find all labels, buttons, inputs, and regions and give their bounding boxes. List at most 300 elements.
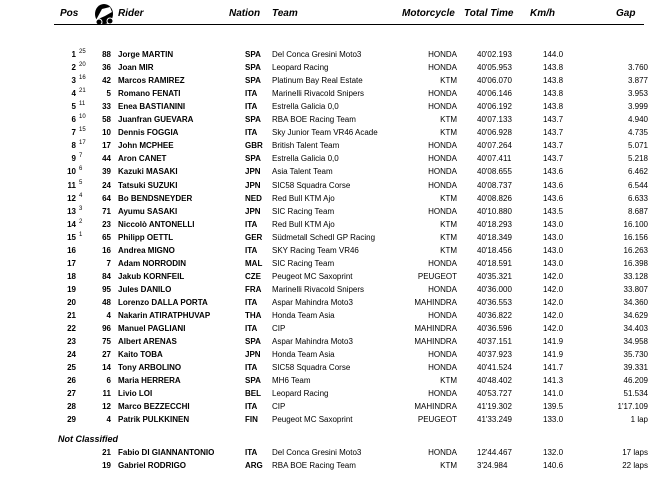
table-row (0, 61, 650, 74)
nation-cell: JPN (245, 180, 261, 190)
rider-name-cell: Enea BASTIANINI (118, 102, 186, 112)
team-cell: SIC58 Squadra Corse (272, 180, 351, 190)
motorcycle-cell: HONDA (428, 102, 457, 112)
gap-cell: 16.398 (623, 258, 648, 268)
nation-cell: ITA (245, 363, 258, 373)
gap-cell: 33.128 (623, 271, 648, 281)
table-row (0, 152, 650, 165)
grid-position-cell: 3 (79, 205, 83, 212)
gap-cell: 22 laps (622, 461, 648, 471)
position-cell: 9 (71, 154, 76, 164)
speed-cell: 143.0 (543, 245, 564, 255)
team-cell: CIP (272, 402, 286, 412)
grid-position-cell: 20 (79, 62, 86, 69)
nation-cell: ITA (245, 402, 258, 412)
header-pos: Pos (60, 8, 79, 19)
position-cell: 28 (67, 402, 76, 412)
speed-cell: 143.0 (543, 232, 564, 242)
rider-number-cell: 19 (102, 461, 111, 471)
speed-cell: 141.9 (543, 350, 564, 360)
table-row (0, 113, 650, 126)
total-time-cell: 40'02.193 (477, 50, 512, 59)
gap-cell: 6.633 (627, 193, 648, 203)
nation-cell: ITA (245, 245, 258, 255)
table-row (0, 387, 650, 400)
speed-cell: 143.8 (543, 63, 564, 73)
gap-cell: 5.071 (627, 141, 648, 151)
motorcycle-cell: HONDA (428, 63, 457, 73)
nation-cell: SPA (245, 50, 261, 59)
gap-cell: 3.999 (627, 102, 648, 112)
total-time-cell: 40'48.402 (477, 376, 512, 386)
table-row (0, 218, 650, 231)
total-time-cell: 40'18.456 (477, 245, 512, 255)
position-cell: 8 (71, 141, 76, 151)
speed-cell: 142.0 (543, 271, 564, 281)
rider-number-cell: 48 (102, 297, 111, 307)
nation-cell: FRA (245, 284, 262, 294)
position-cell: 4 (71, 89, 76, 99)
gap-cell: 3.877 (627, 76, 648, 86)
nation-cell: GER (245, 232, 263, 242)
motorcycle-cell: HONDA (428, 258, 457, 268)
motorcycle-cell: PEUGEOT (417, 415, 457, 425)
motorcycle-cell: MAHINDRA (414, 402, 457, 412)
team-cell: SIC58 Squadra Corse (272, 363, 351, 373)
motorcycle-cell: HONDA (428, 206, 457, 216)
table-row (0, 270, 650, 283)
team-cell: Estrella Galicia 0,0 (272, 154, 339, 164)
speed-cell: 143.7 (543, 115, 564, 125)
rider-name-cell: Patrik PULKKINEN (118, 415, 190, 425)
rider-number-cell: 10 (102, 128, 111, 138)
table-row (0, 322, 650, 335)
total-time-cell: 40'07.264 (477, 141, 512, 151)
nation-cell: SPA (245, 115, 261, 125)
speed-cell: 140.6 (543, 461, 564, 471)
gap-cell: 35.730 (623, 350, 648, 360)
speed-cell: 141.9 (543, 337, 564, 347)
table-row (0, 348, 650, 361)
grid-position-cell: 16 (79, 75, 86, 82)
rider-name-cell: Niccolò ANTONELLI (118, 219, 195, 229)
gap-cell: 6.544 (627, 180, 648, 190)
team-cell: Marinelli Rivacold Snipers (272, 89, 365, 99)
total-time-cell: 40'07.411 (477, 154, 512, 164)
speed-cell: 143.6 (543, 167, 564, 177)
table-row (0, 361, 650, 374)
position-cell: 24 (67, 350, 76, 360)
team-cell: SIC Racing Team (272, 258, 335, 268)
rider-name-cell: John MCPHEE (118, 141, 174, 151)
rider-number-cell: 95 (102, 284, 111, 294)
total-time-cell: 40'18.591 (477, 258, 512, 268)
rider-number-cell: 88 (102, 50, 111, 59)
grid-position-cell: 1 (79, 231, 83, 238)
header-total-time: Total Time (464, 8, 514, 19)
rider-number-cell: 75 (102, 337, 111, 347)
gap-cell: 34.958 (623, 337, 648, 347)
speed-cell: 141.7 (543, 363, 564, 373)
rider-number-cell: 23 (102, 219, 111, 229)
speed-cell: 143.6 (543, 193, 564, 203)
gap-cell: 5.218 (627, 154, 648, 164)
table-row (0, 309, 650, 322)
position-cell: 14 (67, 219, 76, 229)
nation-cell: ITA (245, 89, 258, 99)
header-gap: Gap (616, 8, 636, 19)
total-time-cell: 40'36.822 (477, 311, 512, 320)
motorcycle-cell: HONDA (428, 389, 457, 399)
position-cell: 29 (67, 415, 76, 425)
nation-cell: GBR (245, 141, 263, 151)
motorcycle-cell: KTM (440, 376, 457, 386)
rider-name-cell: Jules DANILO (118, 284, 172, 294)
rider-number-cell: 7 (106, 258, 111, 268)
team-cell: Peugeot MC Saxoprint (272, 415, 353, 425)
table-row (0, 165, 650, 178)
team-cell: Leopard Racing (272, 389, 329, 399)
nation-cell: BEL (245, 389, 261, 399)
rider-name-cell: Livio LOI (118, 389, 153, 399)
nation-cell: NED (245, 193, 262, 203)
motorcycle-cell: KTM (440, 115, 457, 125)
nation-cell: JPN (245, 350, 261, 360)
rider-name-cell: Adam NORRODIN (118, 258, 187, 268)
total-time-cell: 40'37.923 (477, 350, 512, 360)
nation-cell: ITA (245, 128, 258, 138)
rider-number-cell: 21 (102, 448, 111, 457)
rider-name-cell: Kazuki MASAKI (118, 167, 178, 177)
gap-cell: 17 laps (622, 448, 648, 457)
position-cell: 5 (71, 102, 76, 112)
rider-number-cell: 14 (102, 363, 111, 373)
rider-name-cell: Joan MIR (118, 63, 154, 73)
position-cell: 22 (67, 324, 76, 334)
total-time-cell: 40'36.553 (477, 297, 512, 307)
speed-cell: 133.0 (543, 415, 564, 425)
motorcycle-cell: MAHINDRA (414, 324, 457, 334)
gap-cell: 39.331 (623, 363, 648, 373)
grid-position-cell: 4 (79, 192, 83, 199)
rider-name-cell: Marcos RAMIREZ (118, 76, 185, 86)
rider-number-cell: 4 (106, 415, 111, 425)
header-kmh: Km/h (530, 8, 555, 19)
total-time-cell: 12'44.467 (477, 448, 512, 457)
grid-position-cell: 2 (79, 218, 83, 225)
position-cell: 23 (67, 337, 76, 347)
position-cell: 17 (67, 258, 76, 268)
position-cell: 13 (67, 206, 76, 216)
total-time-cell: 40'41.524 (477, 363, 512, 373)
team-cell: MH6 Team (272, 376, 311, 386)
total-time-cell: 40'05.953 (477, 63, 512, 73)
position-cell: 25 (67, 363, 76, 373)
total-time-cell: 3'24.984 (477, 461, 508, 471)
table-row (0, 413, 650, 426)
speed-cell: 141.3 (543, 376, 564, 386)
total-time-cell: 40'08.655 (477, 167, 512, 177)
speed-cell: 141.0 (543, 389, 564, 399)
total-time-cell: 41'33.249 (477, 415, 512, 425)
rider-name-cell: Maria HERRERA (118, 376, 181, 386)
table-row (0, 257, 650, 270)
position-cell: 15 (67, 232, 76, 242)
rider-name-cell: Romano FENATI (118, 89, 181, 99)
rider-number-cell: 27 (102, 350, 111, 360)
speed-cell: 143.0 (543, 258, 564, 268)
header-nation: Nation (229, 8, 261, 19)
rider-number-cell: 65 (102, 232, 111, 242)
speed-cell: 139.5 (543, 402, 564, 412)
nation-cell: JPN (245, 206, 261, 216)
rider-number-cell: 6 (106, 376, 111, 386)
gap-cell: 3.760 (627, 63, 648, 73)
speed-cell: 143.7 (543, 128, 564, 138)
team-cell: British Talent Team (272, 141, 340, 151)
rider-name-cell: Bo BENDSNEYDER (118, 193, 193, 203)
position-cell: 16 (67, 245, 76, 255)
team-cell: SKY Racing Team VR46 (272, 245, 359, 255)
header-team: Team (272, 8, 298, 19)
rider-number-cell: 4 (106, 311, 111, 320)
table-row (0, 192, 650, 205)
grid-position-cell: 25 (79, 49, 86, 55)
team-cell: Asia Talent Team (272, 167, 333, 177)
rider-number-cell: 39 (102, 167, 111, 177)
rider-number-cell: 16 (102, 245, 111, 255)
rider-name-cell: Lorenzo DALLA PORTA (118, 297, 208, 307)
table-row (0, 296, 650, 309)
total-time-cell: 40'06.070 (477, 76, 512, 86)
rider-number-cell: 33 (102, 102, 111, 112)
rider-number-cell: 12 (102, 402, 111, 412)
grid-position-cell: 17 (79, 140, 86, 147)
grid-position-cell: 11 (79, 101, 86, 108)
header-rider: Rider (118, 8, 144, 19)
team-cell: Honda Team Asia (272, 311, 335, 320)
rider-name-cell: Jakub KORNFEIL (118, 271, 185, 281)
motorcycle-cell: KTM (440, 128, 457, 138)
rider-number-cell: 5 (106, 89, 111, 99)
nation-cell: SPA (245, 376, 261, 386)
rider-number-cell: 24 (102, 180, 111, 190)
position-cell: 19 (67, 284, 76, 294)
column-header-bar (0, 0, 650, 30)
rider-name-cell: Gabriel RODRIGO (118, 461, 187, 471)
motorcycle-cell: MAHINDRA (414, 297, 457, 307)
rider-name-cell: Jorge MARTIN (118, 50, 174, 59)
total-time-cell: 40'06.146 (477, 89, 512, 99)
rider-name-cell: Tatsuki SUZUKI (118, 180, 178, 190)
motorcycle-cell: HONDA (428, 141, 457, 151)
position-cell: 1 (71, 50, 76, 59)
gap-cell: 34.629 (623, 311, 648, 320)
total-time-cell: 40'35.321 (477, 271, 512, 281)
grid-position-cell: 7 (79, 153, 83, 160)
nation-cell: SPA (245, 63, 261, 73)
nation-cell: CZE (245, 271, 261, 281)
total-time-cell: 40'10.880 (477, 206, 512, 216)
position-cell: 20 (67, 297, 76, 307)
total-time-cell: 40'36.596 (477, 324, 512, 334)
gap-cell: 6.462 (627, 167, 648, 177)
team-cell: Estrella Galicia 0,0 (272, 102, 339, 112)
position-cell: 2 (71, 63, 76, 73)
table-row (0, 205, 650, 218)
motorcycle-cell: KTM (440, 245, 457, 255)
position-cell: 10 (67, 167, 76, 177)
gap-cell: 4.735 (627, 128, 648, 138)
motorcycle-cell: HONDA (428, 284, 457, 294)
table-row (0, 459, 650, 472)
nation-cell: MAL (245, 258, 263, 268)
motorcycle-cell: PEUGEOT (417, 271, 457, 281)
not-classified-heading: Not Classified (58, 434, 119, 444)
team-cell: Honda Team Asia (272, 350, 335, 360)
rider-name-cell: Philipp OETTL (118, 232, 174, 242)
total-time-cell: 40'53.727 (477, 389, 512, 399)
total-time-cell: 41'19.302 (477, 402, 512, 412)
team-cell: Sky Junior Team VR46 Acade (272, 128, 378, 138)
motorcycle-cell: HONDA (428, 89, 457, 99)
gap-cell: 1'17.109 (617, 402, 648, 412)
gap-cell: 33.807 (623, 284, 648, 294)
table-row (0, 48, 650, 61)
team-cell: Leopard Racing (272, 63, 329, 73)
rider-name-cell: Nakarin ATIRATPHUVAP (118, 311, 211, 320)
motorcycle-cell: HONDA (428, 50, 457, 59)
gap-cell: 34.403 (623, 324, 648, 334)
motorcycle-cell: HONDA (428, 350, 457, 360)
position-cell: 12 (67, 193, 76, 203)
table-row (0, 244, 650, 257)
motorcycle-cell: KTM (440, 232, 457, 242)
speed-cell: 143.6 (543, 180, 564, 190)
rider-number-cell: 58 (102, 115, 111, 125)
motorcycle-cell: HONDA (428, 180, 457, 190)
table-row (0, 126, 650, 139)
table-row (0, 139, 650, 152)
table-row (0, 283, 650, 296)
position-cell: 7 (71, 128, 76, 138)
motorcycle-cell: HONDA (428, 448, 457, 457)
total-time-cell: 40'06.928 (477, 128, 512, 138)
speed-cell: 142.0 (543, 311, 564, 320)
speed-cell: 143.8 (543, 89, 564, 99)
rider-name-cell: Juanfran GUEVARA (118, 115, 194, 125)
table-row (0, 231, 650, 244)
gap-cell: 16.100 (623, 219, 648, 229)
rider-name-cell: Manuel PAGLIANI (118, 324, 186, 334)
team-cell: Platinum Bay Real Estate (272, 76, 363, 86)
position-cell: 21 (67, 311, 76, 320)
team-cell: SIC Racing Team (272, 206, 335, 216)
table-row (0, 87, 650, 100)
rider-number-cell: 71 (102, 206, 111, 216)
grid-position-cell: 10 (79, 114, 86, 121)
rider-number-cell: 36 (102, 63, 111, 73)
motorcycle-cell: MAHINDRA (414, 337, 457, 347)
nation-cell: ITA (245, 324, 258, 334)
rider-number-cell: 96 (102, 324, 111, 334)
total-time-cell: 40'06.192 (477, 102, 512, 112)
team-cell: Del Conca Gresini Moto3 (272, 50, 362, 59)
team-cell: RBA BOE Racing Team (272, 115, 356, 125)
gap-cell: 51.534 (623, 389, 648, 399)
total-time-cell: 40'08.737 (477, 180, 512, 190)
nation-cell: SPA (245, 154, 261, 164)
table-row (0, 74, 650, 87)
motorcycle-cell: KTM (440, 76, 457, 86)
table-row (0, 335, 650, 348)
nation-cell: JPN (245, 167, 261, 177)
nation-cell: FIN (245, 415, 258, 425)
motorcycle-cell: KTM (440, 193, 457, 203)
table-row (0, 446, 650, 459)
nation-cell: ITA (245, 297, 258, 307)
gap-cell: 4.940 (627, 115, 648, 125)
motorcycle-cell: HONDA (428, 167, 457, 177)
speed-cell: 144.0 (543, 50, 564, 59)
rider-name-cell: Dennis FOGGIA (118, 128, 179, 138)
gap-cell: 3.953 (627, 89, 648, 99)
total-time-cell: 40'07.133 (477, 115, 512, 125)
speed-cell: 142.0 (543, 324, 564, 334)
team-cell: Aspar Mahindra Moto3 (272, 337, 353, 347)
rider-number-cell: 44 (102, 154, 111, 164)
team-cell: Del Conca Gresini Moto3 (272, 448, 362, 457)
team-cell: Red Bull KTM Ajo (272, 193, 335, 203)
speed-cell: 142.0 (543, 297, 564, 307)
rider-number-cell: 84 (102, 271, 111, 281)
nation-cell: THA (245, 311, 262, 320)
speed-cell: 132.0 (543, 448, 564, 457)
motorcycle-cell: KTM (440, 219, 457, 229)
position-cell: 26 (67, 376, 76, 386)
rider-name-cell: Marco BEZZECCHI (118, 402, 190, 412)
position-cell: 11 (67, 180, 76, 190)
position-cell: 3 (71, 76, 76, 86)
total-time-cell: 40'08.826 (477, 193, 512, 203)
table-row (0, 100, 650, 113)
speed-cell: 143.5 (543, 206, 564, 216)
team-cell: Aspar Mahindra Moto3 (272, 297, 353, 307)
grid-position-cell: 5 (79, 179, 83, 186)
speed-cell: 143.7 (543, 154, 564, 164)
gap-cell: 34.360 (623, 297, 648, 307)
header-motorcycle: Motorcycle (402, 8, 455, 19)
gap-cell: 1 lap (630, 415, 648, 425)
gap-cell: 8.687 (627, 206, 648, 216)
table-row (0, 374, 650, 387)
rider-number-cell: 42 (102, 76, 111, 86)
nation-cell: ITA (245, 102, 258, 112)
nation-cell: ITA (245, 219, 258, 229)
rider-number-cell: 11 (102, 389, 111, 399)
total-time-cell: 40'18.293 (477, 219, 512, 229)
rider-name-cell: Ayumu SASAKI (118, 206, 178, 216)
rider-name-cell: Andrea MIGNO (118, 245, 175, 255)
speed-cell: 143.0 (543, 219, 564, 229)
grid-position-cell: 15 (79, 127, 86, 134)
team-cell: Red Bull KTM Ajo (272, 219, 335, 229)
total-time-cell: 40'37.151 (477, 337, 512, 347)
rider-number-cell: 17 (102, 141, 111, 151)
rider-name-cell: Fabio DI GIANNANTONIO (118, 448, 215, 457)
grid-position-cell: 21 (79, 88, 86, 95)
table-row (0, 179, 650, 192)
